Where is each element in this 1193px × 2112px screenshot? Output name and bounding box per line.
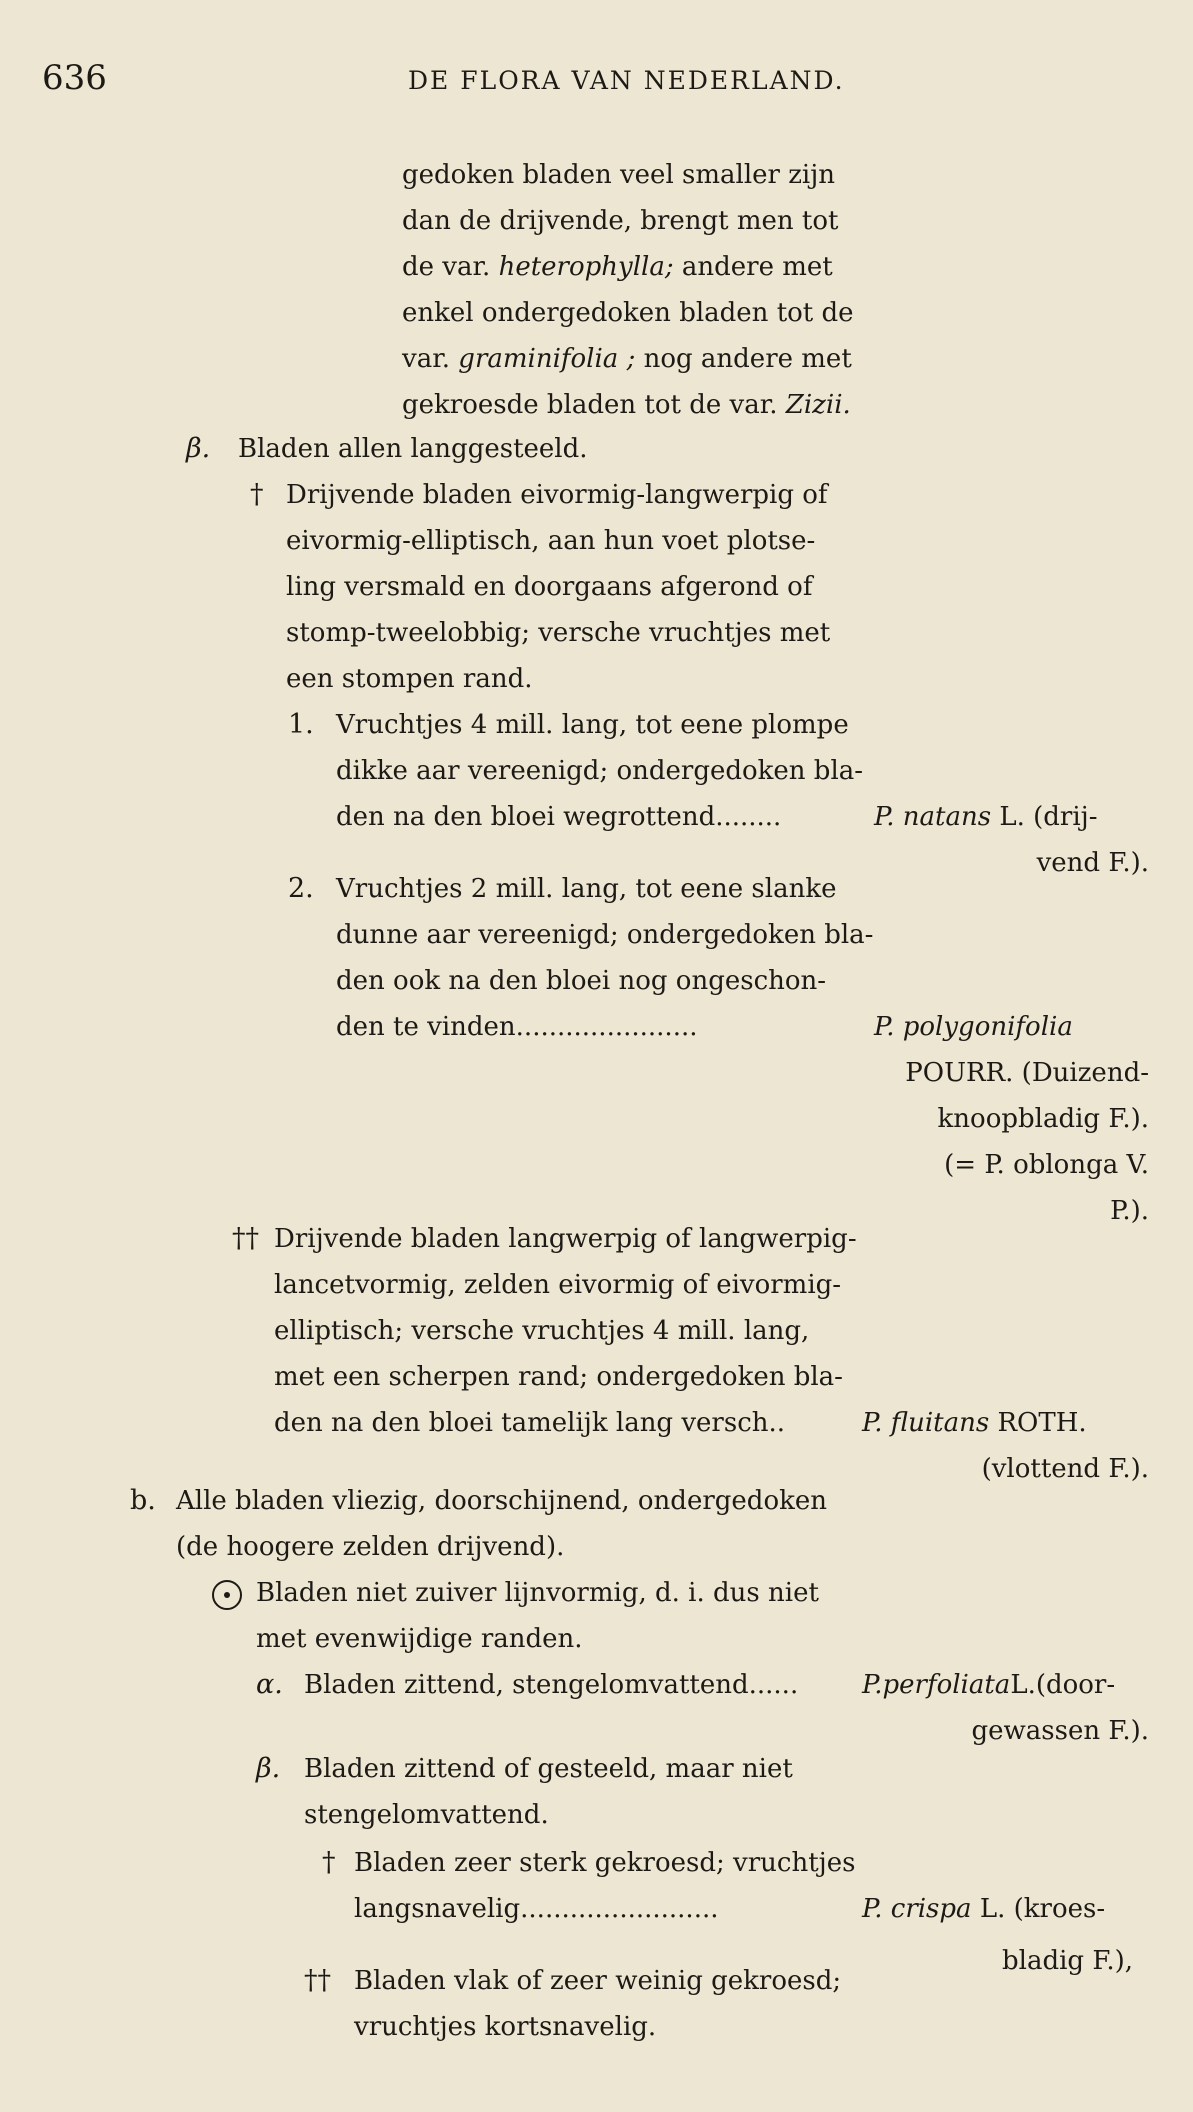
- species-entry: P. crispa L. (kroes-: [862, 1894, 1106, 1924]
- text-line: dunne aar vereenigd; ondergedoken bla-: [336, 920, 874, 950]
- variety-name: heterophylla;: [498, 252, 674, 282]
- section-marker: b.: [130, 1485, 156, 1516]
- text-line: elliptisch; versche vruchtjes 4 mill. lang,: [274, 1316, 810, 1346]
- text-line: Alle bladen vliezig, doorschijnend, ondergedoken: [176, 1486, 827, 1516]
- common-name: (vlottend F.).: [981, 1454, 1149, 1484]
- page-header: [40, 58, 1153, 106]
- common-name: knoopbladig F.).: [937, 1104, 1149, 1134]
- variety-name: Zizii.: [785, 390, 851, 420]
- text-line: stengelomvattend.: [304, 1800, 549, 1830]
- species-entry: P. natans L. (drij-: [874, 802, 1098, 832]
- variety-name: graminifolia ;: [458, 344, 636, 374]
- text-line: den ook na den bloei nog ongeschon-: [336, 966, 827, 996]
- text-line: Drijvende bladen langwerpig of langwerpig-: [274, 1224, 857, 1254]
- text-line: Bladen allen langgesteeld.: [238, 434, 588, 464]
- text-line: Vruchtjes 4 mill. lang, tot eene plompe: [336, 710, 849, 740]
- text-line: den na den bloei tamelijk lang versch..: [274, 1408, 786, 1438]
- text-line: Bladen vlak of zeer weinig gekroesd;: [354, 1966, 842, 1996]
- text-line: een stompen rand.: [286, 664, 533, 694]
- text-line: gekroesde bladen tot de var. Zizii.: [402, 390, 851, 420]
- item-number: 1.: [288, 709, 314, 740]
- text-line: (de hoogere zelden drijvend).: [176, 1532, 565, 1562]
- species-entry: P. fluitans ROTH.: [862, 1408, 1087, 1438]
- text-line: Bladen zeer sterk gekroesd; vruchtjes: [354, 1848, 856, 1878]
- page-number: 636: [42, 58, 107, 98]
- species-name: P. crispa: [862, 1894, 972, 1924]
- text-line: vruchtjes kortsnavelig.: [354, 2012, 657, 2042]
- dagger-marker: †: [250, 479, 264, 510]
- double-dagger-marker: ††: [304, 1965, 331, 1996]
- text-line: dikke aar vereenigd; ondergedoken bla-: [336, 756, 864, 786]
- item-number: 2.: [288, 873, 314, 904]
- text-line: enkel ondergedoken bladen tot de: [402, 298, 854, 328]
- species-name: P. polygonifolia: [874, 1012, 1073, 1042]
- running-title: DE FLORA VAN NEDERLAND.: [408, 66, 845, 95]
- species-name: P. natans: [874, 802, 992, 832]
- text-line: dan de drijvende, brengt men tot: [402, 206, 839, 236]
- alpha-marker: α.: [256, 1669, 283, 1700]
- text-line: ling versmald en doorgaans afgerond of: [286, 572, 813, 602]
- text-line: var. graminifolia ; nog andere met: [402, 344, 852, 374]
- text-line: de var. heterophylla; andere met: [402, 252, 833, 282]
- text-line: Bladen zittend of gesteeld, maar niet: [304, 1754, 793, 1784]
- text-line: langsnavelig........................: [354, 1894, 719, 1924]
- common-name: gewassen F.).: [971, 1716, 1149, 1746]
- text-line: met een scherpen rand; ondergedoken bla-: [274, 1362, 843, 1392]
- species-author: POURR. (Duizend-: [905, 1058, 1149, 1088]
- beta-marker: β.: [186, 433, 211, 464]
- text-line: Bladen zittend, stengelomvattend......: [304, 1670, 799, 1700]
- species-entry: P.perfoliataL.(door-: [862, 1670, 1116, 1700]
- text-line: Vruchtjes 2 mill. lang, tot eene slanke: [336, 874, 837, 904]
- text-line: den te vinden......................: [336, 1012, 698, 1042]
- text-line: eivormig-elliptisch, aan hun voet plotse-: [286, 526, 816, 556]
- text-line: Drijvende bladen eivormig-langwerpig of: [286, 480, 828, 510]
- text-line: den na den bloei wegrottend........: [336, 802, 782, 832]
- text-line: lancetvormig, zelden eivormig of eivormig-: [274, 1270, 842, 1300]
- text-line: gedoken bladen veel smaller zijn: [402, 160, 836, 190]
- synonym: (= P. oblonga V.: [944, 1150, 1149, 1180]
- double-dagger-marker: ††: [232, 1223, 259, 1254]
- text-line: met evenwijdige randen.: [256, 1624, 583, 1654]
- common-name: bladig F.),: [1002, 1946, 1133, 1976]
- species-name: P. fluitans: [862, 1408, 990, 1438]
- beta-marker: β.: [256, 1753, 281, 1784]
- text-line: Bladen niet zuiver lijnvormig, d. i. dus niet: [256, 1578, 819, 1608]
- common-name: vend F.).: [1036, 848, 1149, 878]
- dagger-marker: †: [322, 1847, 336, 1878]
- text-line: stomp-tweelobbig; versche vruchtjes met: [286, 618, 831, 648]
- species-name: P.perfoliata: [862, 1670, 1011, 1700]
- synonym: P.).: [1110, 1196, 1149, 1226]
- circle-dot-icon: [212, 1580, 242, 1610]
